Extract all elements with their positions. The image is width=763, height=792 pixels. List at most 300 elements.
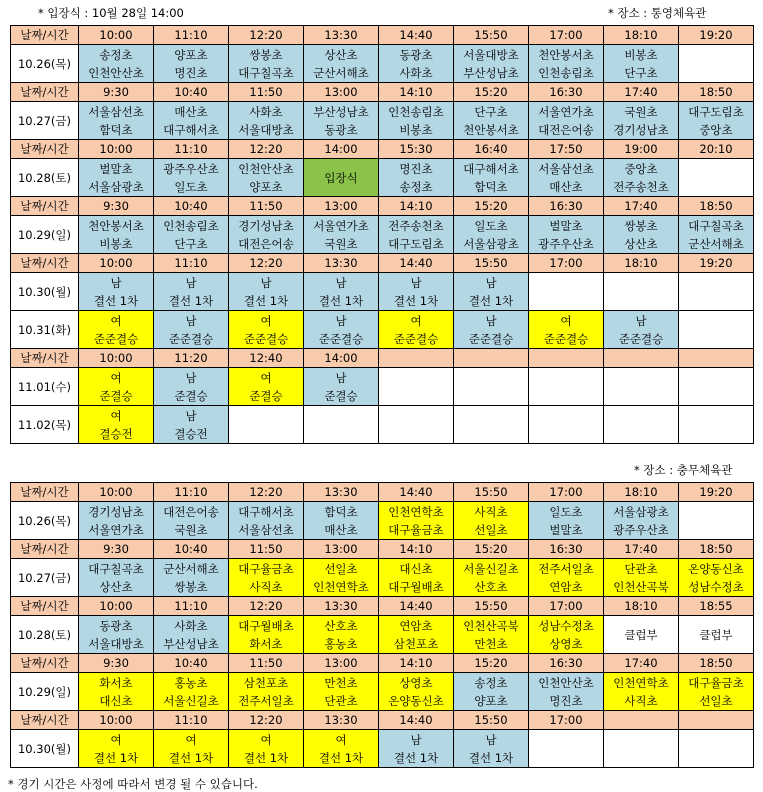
- time-slot-cell: 14:10: [379, 83, 454, 102]
- match-cell: [79, 502, 154, 540]
- match-team-label: 일도초: [174, 179, 208, 194]
- match-team-label: 서울연가초: [88, 522, 144, 537]
- match-cell: [379, 159, 454, 197]
- time-header-row: [11, 711, 754, 730]
- match-team-label: 결선 1차: [318, 293, 364, 308]
- match-team-label: 남: [410, 732, 422, 747]
- time-slot-cell: 15:50: [454, 711, 529, 730]
- match-team-label: 만천초: [474, 636, 508, 651]
- date-time-header-cell: 날짜/시간: [11, 654, 79, 673]
- time-slot-cell: 13:30: [304, 711, 379, 730]
- time-slot-cell: 11:10: [154, 711, 229, 730]
- match-team-label: 결선 1차: [243, 750, 289, 765]
- match-cell: [529, 102, 604, 140]
- empty-cell: [679, 159, 754, 197]
- match-team-label: 성남수정초: [688, 579, 744, 594]
- time-slot-cell: 14:10: [379, 654, 454, 673]
- match-team-label: 선일초: [699, 693, 733, 708]
- time-slot-cell: 17:00: [529, 597, 604, 616]
- match-team-label: 서울삼광초: [88, 179, 144, 194]
- match-team-label: 클럽부: [624, 627, 658, 642]
- match-team-label: 쌍봉초: [624, 218, 658, 233]
- date-time-header-cell: 날짜/시간: [11, 197, 79, 216]
- date-time-header-cell: 날짜/시간: [11, 349, 79, 368]
- match-cell: [454, 311, 529, 349]
- match-team-label: 홍농초: [174, 675, 208, 690]
- empty-cell: [304, 406, 379, 444]
- match-team-label: 여: [560, 313, 572, 328]
- time-slot-cell: 13:00: [304, 540, 379, 559]
- match-team-label: 남: [260, 275, 272, 290]
- schedule-row: [11, 216, 754, 254]
- date-cell: 10.29(일): [11, 673, 79, 711]
- match-cell: [154, 216, 229, 254]
- match-team-label: 부산성남초: [163, 636, 219, 651]
- match-team-label: 서울신길초: [463, 561, 519, 576]
- time-slot-cell: 14:40: [379, 597, 454, 616]
- match-team-label: 중앙초: [699, 122, 733, 137]
- empty-cell: [529, 406, 604, 444]
- match-team-label: 단구초: [174, 236, 208, 251]
- match-team-label: 사화초: [174, 618, 208, 633]
- match-team-label: 삼천포초: [393, 636, 439, 651]
- time-slot-cell: 18:50: [679, 540, 754, 559]
- match-cell: [454, 45, 529, 83]
- match-cell: [229, 311, 304, 349]
- match-cell: [79, 673, 154, 711]
- match-cell: [304, 730, 379, 768]
- time-slot-cell: 17:00: [529, 711, 604, 730]
- match-team-label: 인천산곡북: [613, 579, 669, 594]
- match-cell: [304, 102, 379, 140]
- match-cell: [379, 216, 454, 254]
- match-cell: [154, 311, 229, 349]
- time-slot-cell: 14:40: [379, 483, 454, 502]
- match-team-label: 사화초: [399, 65, 433, 80]
- time-header-row: [11, 254, 754, 273]
- match-team-label: 쌍봉초: [249, 47, 283, 62]
- match-team-label: 결선 1차: [168, 750, 214, 765]
- match-cell: [229, 45, 304, 83]
- match-cell: [379, 673, 454, 711]
- time-header-row: [11, 654, 754, 673]
- time-slot-cell: 13:30: [304, 483, 379, 502]
- match-cell: [229, 730, 304, 768]
- match-team-label: 서울연가초: [538, 104, 594, 119]
- schedule-row: [11, 45, 754, 83]
- match-team-label: 인천연학초: [388, 504, 444, 519]
- match-team-label: 남: [185, 370, 197, 385]
- venue-note-1: * 장소 : 통영체육관: [608, 6, 707, 20]
- match-team-label: 남: [635, 313, 647, 328]
- match-team-label: 대구율금초: [238, 561, 294, 576]
- match-team-label: 일도초: [549, 504, 583, 519]
- empty-cell: [679, 273, 754, 311]
- time-slot-cell: 18:10: [604, 26, 679, 45]
- match-team-label: 대신초: [399, 561, 433, 576]
- match-team-label: 준준결승: [468, 331, 514, 346]
- match-team-label: 대구율금초: [388, 522, 444, 537]
- time-slot-cell: 16:30: [529, 197, 604, 216]
- time-slot-cell: 11:50: [229, 197, 304, 216]
- match-team-label: 인천송림초: [538, 65, 594, 80]
- time-slot-cell: 11:50: [229, 83, 304, 102]
- match-team-label: 상산초: [324, 47, 358, 62]
- match-team-label: 비봉초: [99, 236, 133, 251]
- time-slot-cell: 10:00: [79, 26, 154, 45]
- match-team-label: 결선 1차: [243, 293, 289, 308]
- match-team-label: 국원초: [324, 236, 358, 251]
- time-slot-cell: 19:20: [679, 26, 754, 45]
- match-team-label: 매산초: [324, 522, 358, 537]
- match-team-label: 함덕초: [324, 504, 358, 519]
- match-team-label: 양포초: [174, 47, 208, 62]
- match-team-label: 단구초: [624, 65, 658, 80]
- match-cell: [379, 559, 454, 597]
- time-slot-cell: 16:40: [454, 140, 529, 159]
- time-slot-cell: 19:20: [679, 254, 754, 273]
- schedule-row: [11, 159, 754, 197]
- match-team-label: 명진초: [174, 65, 208, 80]
- match-team-label: 동광초: [399, 47, 433, 62]
- match-cell: [679, 616, 754, 654]
- match-cell: [229, 616, 304, 654]
- match-cell: [79, 102, 154, 140]
- time-slot-cell: 18:55: [679, 597, 754, 616]
- match-team-label: 입장식: [324, 170, 358, 185]
- match-team-label: 서울삼선초: [88, 104, 144, 119]
- match-cell: [229, 673, 304, 711]
- match-cell: [304, 273, 379, 311]
- match-team-label: 준결승: [324, 388, 358, 403]
- match-team-label: 대구월배초: [238, 618, 294, 633]
- match-team-label: 결선 1차: [393, 750, 439, 765]
- time-slot-cell: 13:30: [304, 26, 379, 45]
- match-team-label: 산호초: [474, 579, 508, 594]
- schedule-row: [11, 102, 754, 140]
- schedule-row: [11, 616, 754, 654]
- match-cell: [379, 311, 454, 349]
- match-team-label: 삼천포초: [243, 675, 289, 690]
- date-time-header-cell: 날짜/시간: [11, 711, 79, 730]
- time-header-row: [11, 483, 754, 502]
- empty-cell: [454, 368, 529, 406]
- time-slot-cell: 11:50: [229, 540, 304, 559]
- match-team-label: 대전은어송: [163, 504, 219, 519]
- match-cell: [154, 159, 229, 197]
- match-cell: [529, 673, 604, 711]
- match-team-label: 남: [485, 275, 497, 290]
- match-cell: [229, 368, 304, 406]
- match-team-label: 준결승: [249, 388, 283, 403]
- time-slot-cell: 11:20: [154, 349, 229, 368]
- match-team-label: 벌말초: [549, 522, 583, 537]
- match-cell: [304, 45, 379, 83]
- schedule-row: [11, 368, 754, 406]
- match-team-label: 대구월배초: [388, 579, 444, 594]
- match-team-label: 전주송천초: [388, 218, 444, 233]
- match-cell: [679, 559, 754, 597]
- match-team-label: 여: [185, 732, 197, 747]
- empty-cell: [379, 406, 454, 444]
- schedule-row: [11, 273, 754, 311]
- match-team-label: 대구도림초: [388, 236, 444, 251]
- match-cell: [79, 311, 154, 349]
- match-team-label: 경기성남초: [88, 504, 144, 519]
- match-team-label: 준준결승: [168, 331, 214, 346]
- date-time-header-cell: 날짜/시간: [11, 597, 79, 616]
- match-team-label: 상산초: [624, 236, 658, 251]
- match-team-label: 선일초: [474, 522, 508, 537]
- time-header-row: [11, 140, 754, 159]
- time-slot-cell: 12:20: [229, 711, 304, 730]
- empty-cell: [604, 368, 679, 406]
- match-cell: [454, 559, 529, 597]
- time-slot-cell: 11:50: [229, 654, 304, 673]
- match-team-label: 온양동신초: [388, 693, 444, 708]
- time-slot-cell: 10:00: [79, 483, 154, 502]
- match-cell: [454, 102, 529, 140]
- match-team-label: 사직초: [624, 693, 658, 708]
- match-cell: [154, 616, 229, 654]
- match-team-label: 쌍봉초: [174, 579, 208, 594]
- match-team-label: 온양동신초: [688, 561, 744, 576]
- time-slot-cell: 15:20: [454, 540, 529, 559]
- match-team-label: 준결승: [99, 388, 133, 403]
- empty-cell: [679, 311, 754, 349]
- match-team-label: 천안봉서초: [88, 218, 144, 233]
- match-cell: [604, 502, 679, 540]
- schedule-row: [11, 311, 754, 349]
- date-time-header-cell: 날짜/시간: [11, 83, 79, 102]
- time-slot-cell: 13:00: [304, 83, 379, 102]
- time-slot-cell: 9:30: [79, 654, 154, 673]
- date-time-header-cell: 날짜/시간: [11, 140, 79, 159]
- time-slot-cell: 14:10: [379, 197, 454, 216]
- date-cell: 10.27(금): [11, 102, 79, 140]
- match-team-label: 부산성남초: [313, 104, 369, 119]
- time-slot-cell: 19:20: [679, 483, 754, 502]
- match-team-label: 남: [410, 275, 422, 290]
- match-cell: [454, 730, 529, 768]
- match-team-label: 일도초: [474, 218, 508, 233]
- match-team-label: 화서초: [99, 675, 133, 690]
- match-team-label: 대전은어송: [238, 236, 294, 251]
- match-team-label: 천안봉서초: [538, 47, 594, 62]
- match-team-label: 준준결승: [243, 331, 289, 346]
- match-cell: [379, 730, 454, 768]
- match-cell: [679, 673, 754, 711]
- time-slot-cell: 12:20: [229, 597, 304, 616]
- match-team-label: 비봉초: [399, 122, 433, 137]
- time-slot-cell: 15:30: [379, 140, 454, 159]
- match-team-label: 서울신길초: [163, 693, 219, 708]
- match-team-label: 연암초: [549, 579, 583, 594]
- match-team-label: 결승전: [99, 426, 133, 441]
- match-team-label: 여: [410, 313, 422, 328]
- match-cell: [229, 216, 304, 254]
- time-header-row: [11, 540, 754, 559]
- match-team-label: 선일초: [324, 561, 358, 576]
- time-header-row: [11, 26, 754, 45]
- match-cell: [529, 311, 604, 349]
- date-time-header-cell: 날짜/시간: [11, 540, 79, 559]
- match-cell: [79, 406, 154, 444]
- time-slot-cell: 15:50: [454, 597, 529, 616]
- match-cell: [154, 502, 229, 540]
- date-time-header-cell: 날짜/시간: [11, 254, 79, 273]
- match-team-label: 군산서해초: [313, 65, 369, 80]
- match-team-label: 대구율금초: [688, 675, 744, 690]
- match-team-label: 송정초: [474, 675, 508, 690]
- time-slot-cell: 14:40: [379, 711, 454, 730]
- match-team-label: 남: [485, 732, 497, 747]
- time-slot-cell: 11:10: [154, 140, 229, 159]
- match-team-label: 중앙초: [624, 161, 658, 176]
- match-cell: [229, 273, 304, 311]
- venue-note-2: * 장소 : 충무체육관: [634, 463, 733, 477]
- match-team-label: 남: [335, 275, 347, 290]
- match-team-label: 준준결승: [318, 331, 364, 346]
- opening-ceremony-note: * 입장식 : 10월 28일 14:00: [38, 6, 184, 20]
- time-slot-cell: [604, 711, 679, 730]
- date-cell: 10.29(일): [11, 216, 79, 254]
- time-slot-cell: 17:50: [529, 140, 604, 159]
- match-team-label: 서울삼선초: [538, 161, 594, 176]
- match-team-label: 경기성남초: [238, 218, 294, 233]
- match-cell: [379, 502, 454, 540]
- match-team-label: 여: [260, 370, 272, 385]
- match-team-label: 인천안산초: [538, 675, 594, 690]
- match-team-label: 서울삼선초: [238, 522, 294, 537]
- match-team-label: 동광초: [99, 618, 133, 633]
- time-slot-cell: 10:00: [79, 711, 154, 730]
- schedule-row: [11, 502, 754, 540]
- match-cell: [79, 730, 154, 768]
- match-team-label: 상산초: [99, 579, 133, 594]
- time-slot-cell: 16:30: [529, 654, 604, 673]
- match-team-label: 준준결승: [543, 331, 589, 346]
- time-slot-cell: 17:40: [604, 197, 679, 216]
- match-cell: [304, 368, 379, 406]
- match-team-label: 클럽부: [699, 627, 733, 642]
- match-team-label: 준준결승: [393, 331, 439, 346]
- time-slot-cell: [379, 349, 454, 368]
- match-team-label: 상영초: [549, 636, 583, 651]
- time-slot-cell: 16:30: [529, 540, 604, 559]
- match-team-label: 함덕초: [99, 122, 133, 137]
- schedule-table-2: [10, 482, 754, 768]
- match-team-label: 상영초: [399, 675, 433, 690]
- match-team-label: 대구칠곡초: [238, 65, 294, 80]
- match-team-label: 남: [185, 275, 197, 290]
- match-cell: [604, 159, 679, 197]
- match-cell: [304, 502, 379, 540]
- match-cell: [304, 616, 379, 654]
- date-cell: 10.27(금): [11, 559, 79, 597]
- match-team-label: 대구해서초: [238, 504, 294, 519]
- match-cell: [79, 45, 154, 83]
- time-slot-cell: 10:00: [79, 349, 154, 368]
- match-team-label: 천안봉서초: [463, 122, 519, 137]
- match-team-label: 산호초: [324, 618, 358, 633]
- match-cell: [379, 45, 454, 83]
- match-cell: [304, 311, 379, 349]
- time-slot-cell: 11:10: [154, 26, 229, 45]
- time-slot-cell: 17:40: [604, 540, 679, 559]
- time-header-row: [11, 83, 754, 102]
- time-slot-cell: 17:40: [604, 83, 679, 102]
- match-cell: [154, 730, 229, 768]
- match-cell: [529, 45, 604, 83]
- match-team-label: 명진초: [399, 161, 433, 176]
- time-header-row: [11, 197, 754, 216]
- match-cell: [454, 502, 529, 540]
- match-team-label: 전주송천초: [613, 179, 669, 194]
- match-team-label: 남: [335, 370, 347, 385]
- time-slot-cell: 13:30: [304, 597, 379, 616]
- match-cell: [154, 368, 229, 406]
- match-team-label: 전주서일초: [238, 693, 294, 708]
- match-team-label: 서울대방초: [238, 122, 294, 137]
- empty-cell: [679, 730, 754, 768]
- time-slot-cell: 15:50: [454, 26, 529, 45]
- time-slot-cell: 18:50: [679, 197, 754, 216]
- date-cell: 10.28(토): [11, 159, 79, 197]
- match-cell: [304, 216, 379, 254]
- match-team-label: 매산초: [174, 104, 208, 119]
- empty-cell: [679, 502, 754, 540]
- time-slot-cell: [529, 349, 604, 368]
- match-team-label: 단관초: [324, 693, 358, 708]
- match-team-label: 서울대방초: [463, 47, 519, 62]
- time-slot-cell: 12:20: [229, 140, 304, 159]
- match-team-label: 인천송림초: [163, 218, 219, 233]
- match-cell: [154, 406, 229, 444]
- time-slot-cell: 13:00: [304, 654, 379, 673]
- date-cell: 10.31(화): [11, 311, 79, 349]
- match-team-label: 사직초: [474, 504, 508, 519]
- match-team-label: 인천산곡북: [463, 618, 519, 633]
- footnote: * 경기 시간은 사정에 따라서 변경 될 수 있습니다.: [8, 777, 258, 791]
- empty-cell: [604, 273, 679, 311]
- date-cell: 10.26(목): [11, 45, 79, 83]
- match-team-label: 단구초: [474, 104, 508, 119]
- match-team-label: 결선 1차: [468, 293, 514, 308]
- time-slot-cell: 10:00: [79, 254, 154, 273]
- match-cell: [604, 559, 679, 597]
- match-team-label: 인천송림초: [388, 104, 444, 119]
- schedule-row: [11, 559, 754, 597]
- schedule-table-1: [10, 25, 754, 444]
- time-slot-cell: [454, 349, 529, 368]
- time-slot-cell: [604, 349, 679, 368]
- match-cell: [604, 616, 679, 654]
- time-slot-cell: 18:10: [604, 597, 679, 616]
- match-team-label: 서울삼광초: [463, 236, 519, 251]
- match-team-label: 여: [260, 313, 272, 328]
- time-slot-cell: 9:30: [79, 197, 154, 216]
- match-team-label: 대신초: [99, 693, 133, 708]
- match-team-label: 부산성남초: [463, 65, 519, 80]
- empty-cell: [679, 45, 754, 83]
- match-team-label: 국원초: [174, 522, 208, 537]
- match-team-label: 결선 1차: [393, 293, 439, 308]
- match-team-label: 대구도림초: [688, 104, 744, 119]
- match-cell: [604, 673, 679, 711]
- empty-cell: [529, 273, 604, 311]
- match-cell: [154, 273, 229, 311]
